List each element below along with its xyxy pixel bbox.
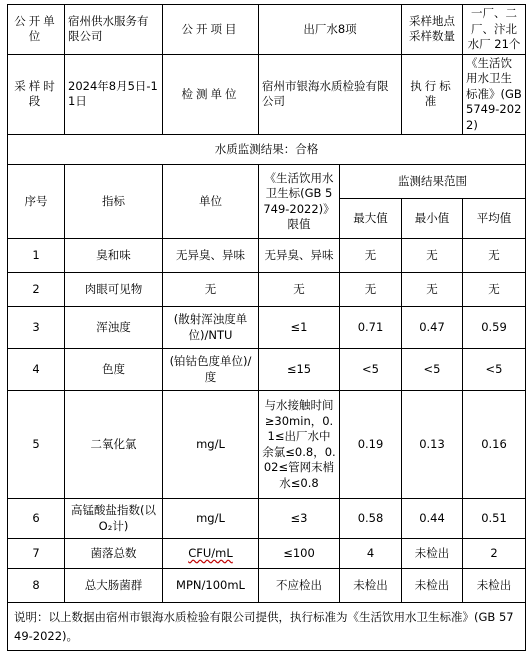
row-avg: 无 xyxy=(463,273,526,307)
row-avg: 2 xyxy=(463,539,526,569)
col-unit: 单位 xyxy=(163,165,259,239)
table-row xyxy=(8,391,526,499)
row-min: 无 xyxy=(402,239,463,273)
std-label: 执行标准 xyxy=(402,54,463,135)
row-indicator: 二氧化氯 xyxy=(65,391,163,499)
unit-value: 宿州供水服务有限公司 xyxy=(65,5,163,55)
table-row xyxy=(8,569,526,603)
row-unit: 无异臭、异味 xyxy=(163,239,259,273)
row-indicator: 浑浊度 xyxy=(65,307,163,349)
unit-text: CFU/mL xyxy=(188,545,233,560)
row-min: 未检出 xyxy=(402,539,463,569)
row-no: 1 xyxy=(8,239,65,273)
row-no: 2 xyxy=(8,273,65,307)
row-max: 无 xyxy=(340,273,402,307)
row-no: 5 xyxy=(8,391,65,499)
row-no: 7 xyxy=(8,539,65,569)
col-limit: 《生活饮用水卫生标(GB 5749-2022)》限值 xyxy=(259,165,340,239)
row-indicator: 色度 xyxy=(65,349,163,391)
item-value: 出厂水8项 xyxy=(259,5,402,55)
table-row xyxy=(8,499,526,539)
col-avg: 平均值 xyxy=(463,199,526,239)
row-unit xyxy=(163,539,259,569)
row-indicator: 臭和味 xyxy=(65,239,163,273)
table-row xyxy=(8,539,526,569)
row-max: 未检出 xyxy=(340,569,402,603)
row-avg: 0.16 xyxy=(463,391,526,499)
row-indicator: 总大肠菌群 xyxy=(65,569,163,603)
water-quality-table xyxy=(7,4,526,651)
row-no: 3 xyxy=(8,307,65,349)
row-limit: ≤15 xyxy=(259,349,340,391)
row-unit: (铂钴色度单位)/度 xyxy=(163,349,259,391)
row-min: <5 xyxy=(402,349,463,391)
unit-label: 公开单位 xyxy=(8,5,65,55)
row-min: 0.44 xyxy=(402,499,463,539)
row-limit: ≤100 xyxy=(259,539,340,569)
row-no: 8 xyxy=(8,569,65,603)
row-min: 0.47 xyxy=(402,307,463,349)
row-avg: 无 xyxy=(463,239,526,273)
row-min: 未检出 xyxy=(402,569,463,603)
row-min: 0.13 xyxy=(402,391,463,499)
col-indicator: 指标 xyxy=(65,165,163,239)
row-unit: mg/L xyxy=(163,391,259,499)
row-max: 4 xyxy=(340,539,402,569)
col-no: 序号 xyxy=(8,165,65,239)
footnote: 说明：以上数据由宿州市银海水质检验有限公司提供，执行标准为《生活饮用水卫生标准》(GB 5749-2022)。 xyxy=(8,603,526,651)
table-row xyxy=(8,349,526,391)
col-range: 监测结果范围 xyxy=(340,165,526,199)
row-max: 0.71 xyxy=(340,307,402,349)
row-indicator: 肉眼可见物 xyxy=(65,273,163,307)
row-unit: (散射浑浊度单位)/NTU xyxy=(163,307,259,349)
row-limit: 无 xyxy=(259,273,340,307)
col-min: 最小值 xyxy=(402,199,463,239)
time-value: 2024年8月5日-11日 xyxy=(65,54,163,135)
result-title: 水质监测结果：合格 xyxy=(8,135,526,165)
row-max: 无 xyxy=(340,239,402,273)
col-max: 最大值 xyxy=(340,199,402,239)
row-limit: 无异臭、异味 xyxy=(259,239,340,273)
item-label: 公开项目 xyxy=(163,5,259,55)
site-label: 采样地点采样数量 xyxy=(402,5,463,55)
row-no: 4 xyxy=(8,349,65,391)
row-no: 6 xyxy=(8,499,65,539)
row-avg: <5 xyxy=(463,349,526,391)
row-limit: 不应检出 xyxy=(259,569,340,603)
table-row xyxy=(8,239,526,273)
row-indicator: 高锰酸盐指数(以O₂计) xyxy=(65,499,163,539)
row-unit: 无 xyxy=(163,273,259,307)
time-label: 采样时段 xyxy=(8,54,65,135)
row-avg: 未检出 xyxy=(463,569,526,603)
row-unit: mg/L xyxy=(163,499,259,539)
row-avg: 0.59 xyxy=(463,307,526,349)
row-limit: ≤3 xyxy=(259,499,340,539)
row-max: 0.19 xyxy=(340,391,402,499)
row-indicator: 菌落总数 xyxy=(65,539,163,569)
row-unit: MPN/100mL xyxy=(163,569,259,603)
row-max: 0.58 xyxy=(340,499,402,539)
org-label: 检测单位 xyxy=(163,54,259,135)
row-limit: ≤1 xyxy=(259,307,340,349)
row-max: <5 xyxy=(340,349,402,391)
table-row xyxy=(8,273,526,307)
row-min: 无 xyxy=(402,273,463,307)
site-value: 一厂、二厂、汴北水厂 21个 xyxy=(463,5,526,55)
table-row xyxy=(8,307,526,349)
row-avg: 0.51 xyxy=(463,499,526,539)
std-value: 《生活饮用水卫生标准》(GB 5749-2022) xyxy=(463,54,526,135)
row-limit: 与水接触时间≥30min，0.1≤出厂水中余氯≤0.8，0.02≤管网末梢水≤0.8 xyxy=(259,391,340,499)
org-value: 宿州市银海水质检验有限公司 xyxy=(259,54,402,135)
